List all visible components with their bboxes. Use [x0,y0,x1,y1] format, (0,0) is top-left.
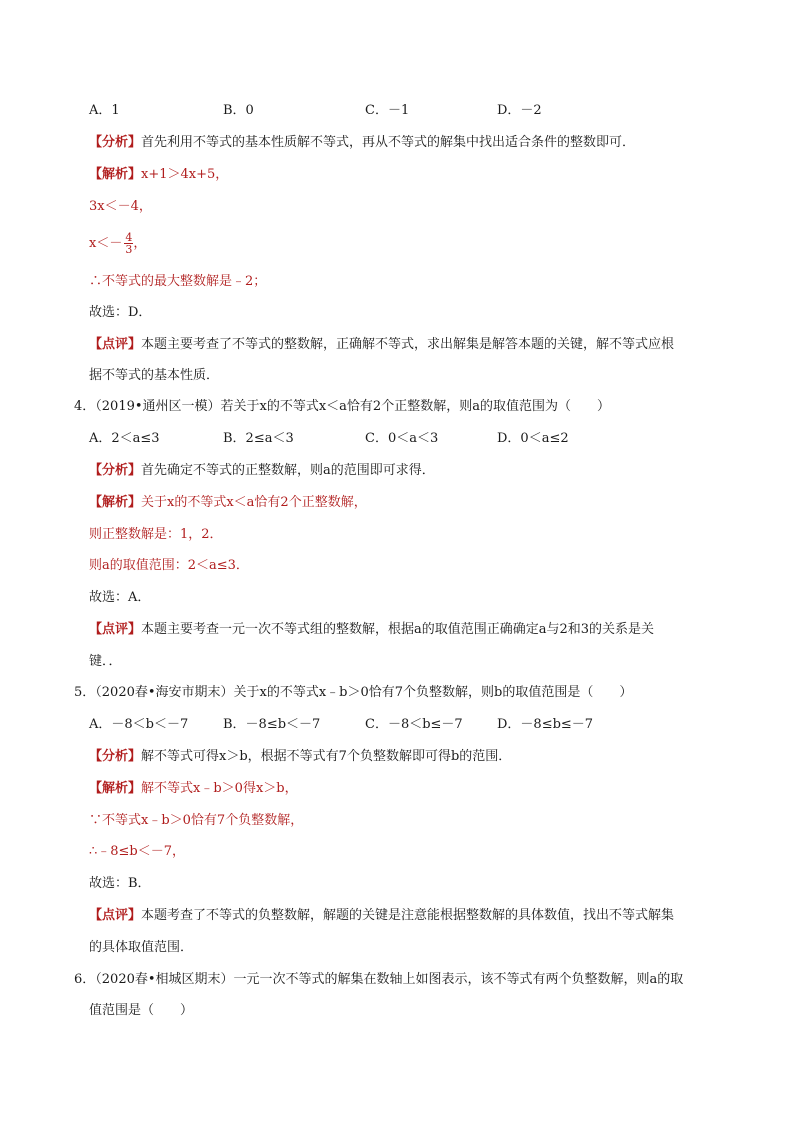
solution-tail: ， [133,236,147,251]
analysis-text: 首先利用不等式的基本性质解不等式，再从不等式的解集中找出适合条件的整数即可． [141,135,636,150]
q5-option-a: A．－8＜b＜－7 [89,717,189,732]
q5-comment-line-2: 的具体取值范围． [89,940,194,955]
q4-solution-line-2: 则正整数解是：1，2． [89,527,223,542]
q5-solution-line-3: ∴﹣8≤b＜－7， [89,844,186,859]
q3-option-b: B．0 [223,103,254,118]
fraction [124,232,133,255]
q5-answer: 故选：B． [89,876,151,891]
q4-comment-line-2: 键．． [89,654,122,669]
solution-line: 关于x的不等式x＜a恰有2个正整数解， [141,495,367,510]
comment-text: 本题考查了不等式的负整数解，解题的关键是注意能根据整数解的具体数值，找出不等式解集 [141,908,675,923]
q3-option-c: C．－1 [365,103,410,118]
q3-answer: 故选：D． [89,305,152,320]
q3-solution-line-4: ∴不等式的最大整数解是﹣2； [89,274,267,289]
comment-tag: 【点评】 [89,622,142,637]
q3-comment [89,335,674,355]
solution-line: 解不等式x﹣b＞0得x＞b， [141,781,298,796]
solution-tag: 【解析】 [89,781,142,796]
q3-option-a: A．1 [89,103,120,118]
q5-solution [89,779,298,799]
q5-comment [89,906,674,926]
q3-solution [89,165,228,185]
q6-stem-line-2: 值范围是（ ） [89,1003,194,1018]
fraction-denominator: 3 [125,243,133,256]
solution-line: x+1＞4x+5， [141,167,229,182]
comment-tag: 【点评】 [89,908,142,923]
q3-comment-line-2: 据不等式的基本性质． [89,368,220,383]
analysis-text: 解不等式可得x＞b，根据不等式有7个负整数解即可得b的范围． [141,749,512,764]
q4-stem: 4．（2019•通州区一模）若关于x的不等式x＜a恰有2个正整数解，则a的取值范围为（ ） [74,399,610,414]
q4-solution-line-3: 则a的取值范围：2＜a≤3． [89,558,249,573]
q4-option-a: A．2＜a≤3 [89,431,160,446]
solution-lhs: x＜－ [89,236,123,251]
q4-comment [89,620,654,640]
fraction-numerator: 4 [125,231,133,244]
comment-text: 本题主要考查一元一次不等式组的整数解，根据a的取值范围正确确定a与2和3的关系是关 [141,622,655,637]
solution-tag: 【解析】 [89,495,142,510]
q4-answer: 故选：A． [89,590,151,605]
q4-solution [89,493,367,513]
q3-analysis [89,133,635,153]
q5-analysis [89,747,511,767]
analysis-tag: 【分析】 [89,135,142,150]
q5-option-d: D．－8≤b≤－7 [497,717,594,732]
comment-tag: 【点评】 [89,337,142,352]
q4-option-d: D．0＜a≤2 [497,431,569,446]
q5-stem: 5．（2020春•海安市期末）关于x的不等式x﹣b＞0恰有7个负整数解，则b的取值范围是（ ） [74,685,633,700]
q3-solution-line-2: 3x＜－4， [89,199,152,214]
q5-option-b: B．－8≤b＜－7 [223,717,321,732]
q5-option-c: C．－8＜b≤－7 [365,717,463,732]
analysis-tag: 【分析】 [89,749,142,764]
q4-analysis [89,461,435,481]
q4-option-b: B．2≤a＜3 [223,431,294,446]
q4-option-c: C．0＜a＜3 [365,431,439,446]
analysis-text: 首先确定不等式的正整数解，则a的范围即可求得． [141,463,435,478]
q5-solution-line-2: ∵不等式x﹣b＞0恰有7个负整数解， [89,813,304,828]
q6-stem: 6．（2020春•相城区期末）一元一次不等式的解集在数轴上如图表示，该不等式有两个负整数解，则a的取 [74,972,684,987]
q3-solution-line-3 [89,232,146,255]
q3-option-d: D．－2 [497,103,542,118]
comment-text: 本题主要考查了不等式的整数解，正确解不等式，求出解集是解答本题的关键，解不等式应根 [141,337,675,352]
solution-tag: 【解析】 [89,167,142,182]
analysis-tag: 【分析】 [89,463,142,478]
